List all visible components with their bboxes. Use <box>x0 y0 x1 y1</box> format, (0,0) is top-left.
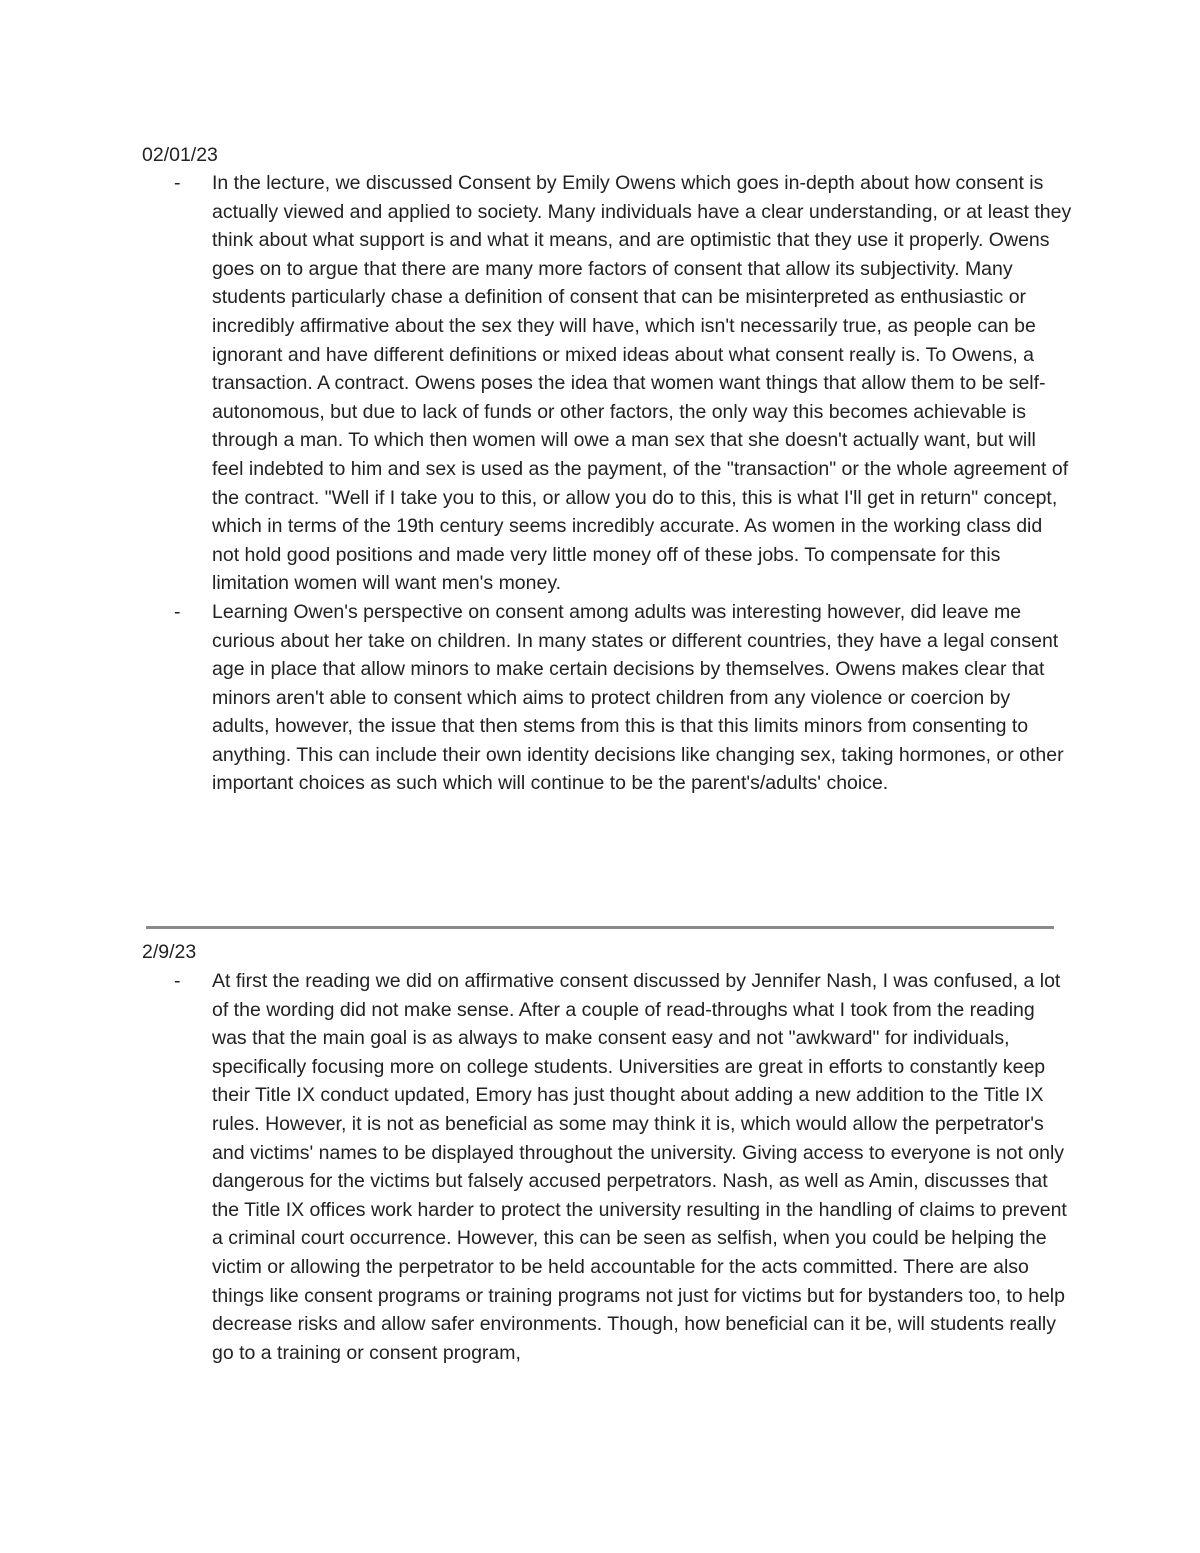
bullet-list <box>142 967 1072 1367</box>
entry-date: 02/01/23 <box>142 144 218 166</box>
list-item-text: At first the reading we did on affirmative consent discussed by Jennifer Nash, I was confused, a lot of the wording did not make sense. After a couple of read-throughs what I took from the reading was that the main goal is as always to make consent easy and not "awkward" for individuals, specifically focusing more on college students. Universities are great in efforts to constantly keep their Title IX conduct updated, Emory has just thought about adding a new addition to the Title IX rules. However, it is not as beneficial as some may think it is, which would allow the perpetrator's and victims' names to be displayed throughout the university. Giving access to everyone is not only dangerous for the victims but falsely accused perpetrators. Nash, as well as Amin, discusses that the Title IX offices work harder to protect the university resulting in the handling of claims to prevent a criminal court occurrence. However, this can be seen as selfish, when you could be helping the victim or allowing the perpetrator to be held accountable for the acts committed. There are also things like consent programs or training programs not just for victims but for bystanders too, to help decrease risks and allow safer environments. Though, how beneficial can it be, will students really go to a training or consent program, <box>212 970 1067 1364</box>
bullet-dash: - <box>174 600 181 623</box>
bullet-dash: - <box>174 970 181 992</box>
list-item-text: Learning Owen's perspective on consent among adults was interesting however, did leave me curious about her take on children. In many states or different countries, they have a legal consent age in place that allow minors to make certain decisions by themselves. Owens makes clear that minors aren't able to consent which aims to protect children from any violence or coercion by adults, however, the issue that then stems from this is that this limits minors from consenting to anything. This can include their own identity decisions like changing sex, taking hormones, or other important choices as such which will continue to be the parent's/adults' choice. <box>212 600 1064 795</box>
list-item <box>142 967 1072 1367</box>
bullet-dash: - <box>174 172 181 194</box>
list-item <box>142 169 1072 598</box>
section-divider <box>146 926 1054 929</box>
list-item-text: In the lecture, we discussed Consent by Emily Owens which goes in-depth about how consent is actually viewed and applied to society. Many individuals have a clear understanding, or at least they think about what support is and what it means, and are optimistic that they use it properly. Owens goes on to argue that there are many more factors of consent that allow its subjectivity. Many students particularly chase a definition of consent that can be misinterpreted as enthusiastic or incredibly affirmative about the sex they will have, which isn't necessarily true, as people can be ignorant and have different definitions or mixed ideas about what consent really is. To Owens, a transaction. A contract. Owens poses the idea that women want things that allow them to be self-autonomous, but due to lack of funds or other factors, the only way this becomes achievable is through a man. To which then women will owe a man sex that she doesn't actually want, but will feel indebted to him and sex is used as the payment, of the "transaction" or the whole agreement of the contract. "Well if I take you to this, or allow you do to this, this is what I'll get in return" concept, which in terms of the 19th century seems incredibly accurate. As women in the working class did not hold good positions and made very little money off of these jobs. To compensate for this limitation women will want men's money. <box>212 172 1072 595</box>
list-item <box>142 598 1072 798</box>
bullet-list <box>142 169 1072 798</box>
entry-date: 2/9/23 <box>142 941 197 963</box>
